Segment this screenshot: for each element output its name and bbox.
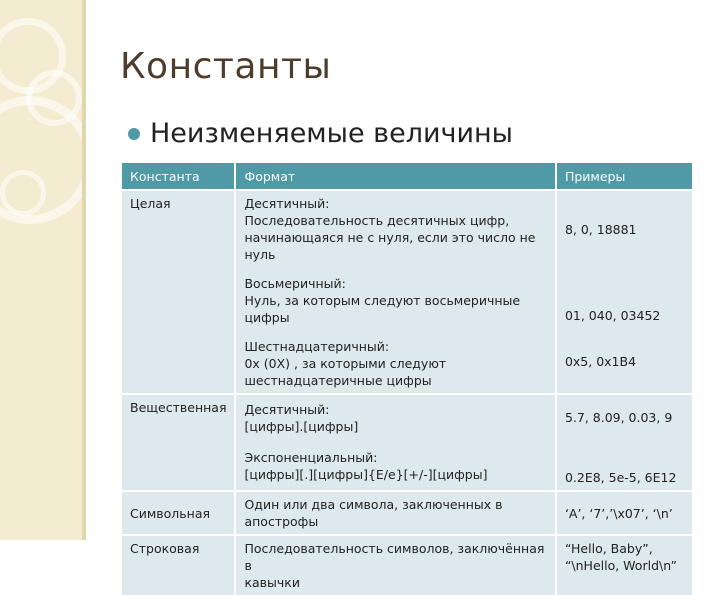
cell-type: Целая [122, 190, 235, 267]
cell-examples: 0.2E8, 5e-5, 6E12 [556, 439, 692, 491]
cell-type [122, 267, 235, 330]
bullet-dot-icon [128, 128, 140, 140]
table-row [122, 267, 692, 330]
cell-type: Вещественная [122, 394, 235, 439]
table-row [122, 535, 692, 595]
cell-format: Шестнадцатеричный: 0x (0X) , за которыми следуют шестнадцатеричные цифры [235, 330, 555, 394]
header-examples: Примеры [556, 163, 692, 190]
cell-examples: 8, 0, 18881 [556, 190, 692, 267]
cell-examples: 01, 040, 03452 [556, 267, 692, 330]
cell-examples: 5.7, 8.09, 0.03, 9 [556, 394, 692, 439]
table-row [122, 439, 692, 491]
cell-format: Последовательность символов, заключённая в кавычки [235, 535, 555, 595]
header-format: Формат [235, 163, 555, 190]
table-row [122, 190, 692, 267]
cell-type: Символьная [122, 491, 235, 535]
table-row [122, 330, 692, 394]
cell-examples: ‘A’, ‘7’,’\x07’, ‘\n’ [556, 491, 692, 535]
slide-title: Константы [120, 46, 332, 87]
cell-format: Десятичный: [цифры].[цифры] [235, 394, 555, 439]
bullet-item [128, 118, 513, 149]
cell-type: Строковая [122, 535, 235, 595]
bullet-text: Неизменяемые величины [150, 118, 513, 149]
cell-examples: 0x5, 0x1B4 [556, 330, 692, 394]
table-header-row [122, 163, 692, 190]
header-constant: Константа [122, 163, 235, 190]
table-row [122, 491, 692, 535]
cell-format: Восьмеричный: Нуль, за которым следуют восьмеричные цифры [235, 267, 555, 330]
cell-type [122, 439, 235, 491]
decorative-ring-icon [0, 170, 46, 216]
table-row [122, 394, 692, 439]
cell-format: Десятичный: Последовательность десятичных цифр, начинающаяся не с нуля, если это число не нуль [235, 190, 555, 267]
constants-table [122, 163, 692, 595]
cell-format: Экспоненциальный: [цифры][.][цифры]{E/e}[+/-][цифры] [235, 439, 555, 491]
cell-format: Один или два символа, заключенных в апострофы [235, 491, 555, 535]
decorative-side-panel [0, 0, 86, 540]
cell-type [122, 330, 235, 394]
cell-examples: “Hello, Baby”, “\nHello, World\n” [556, 535, 692, 595]
